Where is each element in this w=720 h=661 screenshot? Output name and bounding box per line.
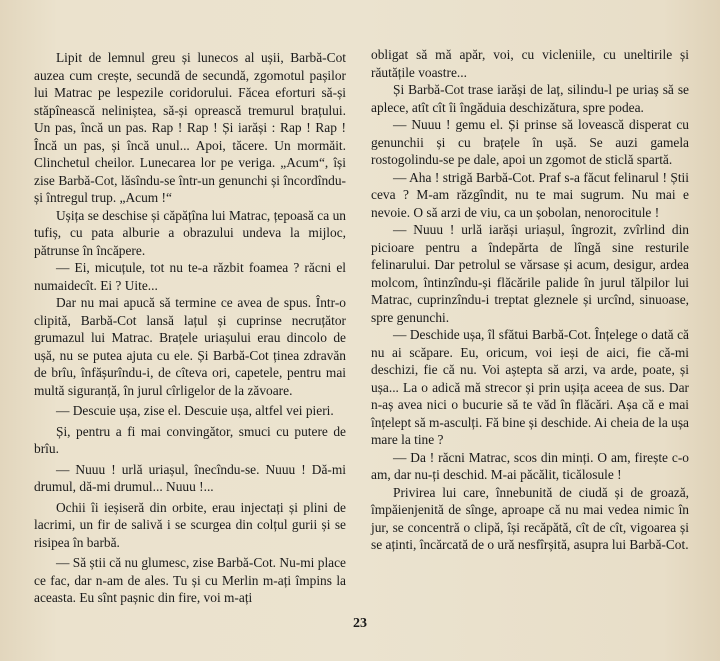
paragraph: Privirea lui care, înnebunită de ciudă și de groază, împăienjenită de sînge, aproape că nu mai vedea nimic în jur, se concentră o clipă, își recăpătă, cît de cît, vigoarea și se aținti, încărcată de o ură nesfîrșită, asupra lui Barbă-Cot. — [371, 484, 689, 552]
paragraph: — Ei, micuțule, tot nu te-a răzbit foamea ? răcni el numaidecît. Ei ? Uite... — [34, 260, 346, 293]
right-column — [371, 46, 689, 554]
paragraph: obligat să mă apăr, voi, cu vicleniile, cu uneltirile și răutățile voastre... — [371, 47, 689, 80]
paragraph: — Nuuu ! gemu el. Și prinse să lovească disperat cu genunchii și cu brațele în ușă. Se auzi gamela rostogolindu-se pe dale, apoi un zgomot de sticlă spartă. — [371, 117, 689, 167]
paragraph: — Deschide ușa, îl sfătui Barbă-Cot. Înțelege o dată că nu ai scăpare. Eu, oricum, voi ieși de aici, fie că-mi deschizi, fie că nu. Voi aștepta să arzi, va arde, poate, și ușa... La o adică mă strecor și prin ușița aceea de sus. Dar n-aș avea nici o bucurie să te văd în flăcări. Așa că e mai înțelept să m-asculți. Fă bine și deschide. Ai cheia de la ușa mare la tine ? — [371, 327, 689, 447]
paragraph: Dar nu mai apucă să termine ce avea de spus. Într-o clipită, Barbă-Cot lansă lațul și cuprinse necruțător grumazul lui Matrac. Brațele uriașului erau dincolo de ușă, nu se putea ajuta cu ele. Și Barbă-Cot ținea zdravăn de brîu, înfășurîndu-i, de cîteva ori, capetele, pentru mai multă siguranță, în jurul cîrligelor de la zăvoare. — [34, 295, 346, 398]
paragraph: — Nuuu ! urlă iarăși uriașul, îngrozit, zvîrlind din picioare pentru a îndepărta de lîngă sine resturile felinarului. Dar petrolul se vărsase și acum, desigur, ardea molcom, întinzîndu-și flăcările palide în jurul tălpilor lui Matrac, cuprinzîndu-i treptat gleznele și urcînd, sinuoase, spre genunchi. — [371, 222, 689, 325]
page-number: 23 — [353, 616, 367, 631]
paragraph: Lipit de lemnul greu și lunecos al ușii, Barbă-Cot auzea cum crește, secundă de secundă, zgomotul pașilor lui Matrac pe lespezile coridorului. Făcea eforturi să-și stăpînească neliniștea, să-și oprească tremurul brațului. Un pas, încă un pas. Rap ! Rap ! Și iarăși : Rap ! Rap ! Încă un pas, și încă unul... Apoi, tăcere. Un mormăit. Clinchetul cheilor. Lunecarea lor pe veriga. „Acum“, își zise Barbă-Cot, lăsîndu-se într-un genunchi și încordîndu-și întregul trup. „Acum !“ — [34, 50, 346, 205]
paragraph: Ochii îi ieșiseră din orbite, erau injectați și plini de lacrimi, un fir de salivă i se scurgea din colțul gurii și se risipea în barbă. — [34, 499, 346, 550]
paragraph: — Să știi că nu glumesc, zise Barbă-Cot. Nu-mi place ce fac, dar n-am de ales. Tu și cu Merlin m-ați împins la aceasta. Eu sînt pașnic din fire, voi m-ați — [34, 555, 346, 605]
paragraph: Și, pentru a fi mai convingător, smuci cu putere de brîu. — [34, 423, 346, 456]
paragraph: Ușița se deschise și căpățîna lui Matrac, țepoasă ca un tufiș, cu pata alburie a obrazului undeva la mijloc, pătrunse în încăpere. — [34, 207, 346, 258]
paragraph: — Aha ! strigă Barbă-Cot. Praf s-a făcut felinarul ! Știi ceva ? M-am răzgîndit, nu te mai sugrum. Nu mai e nevoie. O să arzi de viu, ca un șobolan, nenorocitule ! — [371, 169, 689, 220]
paragraph: Și Barbă-Cot trase iarăși de laț, silindu-l pe uriaș să se aplece, atît cît îi îngăduia deschizătura, spre podea. — [371, 82, 689, 115]
left-column — [34, 49, 346, 607]
paragraph: — Da ! răcni Matrac, scos din minți. O am, firește c-o am, dar nu-ți deschid. M-ai păcălit, ticălosule ! — [371, 449, 689, 482]
paragraph: — Descuie ușa, zise el. Descuie ușa, altfel vei pieri. — [56, 403, 334, 418]
paragraph: — Nuuu ! urlă uriașul, înecîndu-se. Nuuu ! Dă-mi drumul, dă-mi drumul... Nuuu !... — [34, 461, 346, 494]
